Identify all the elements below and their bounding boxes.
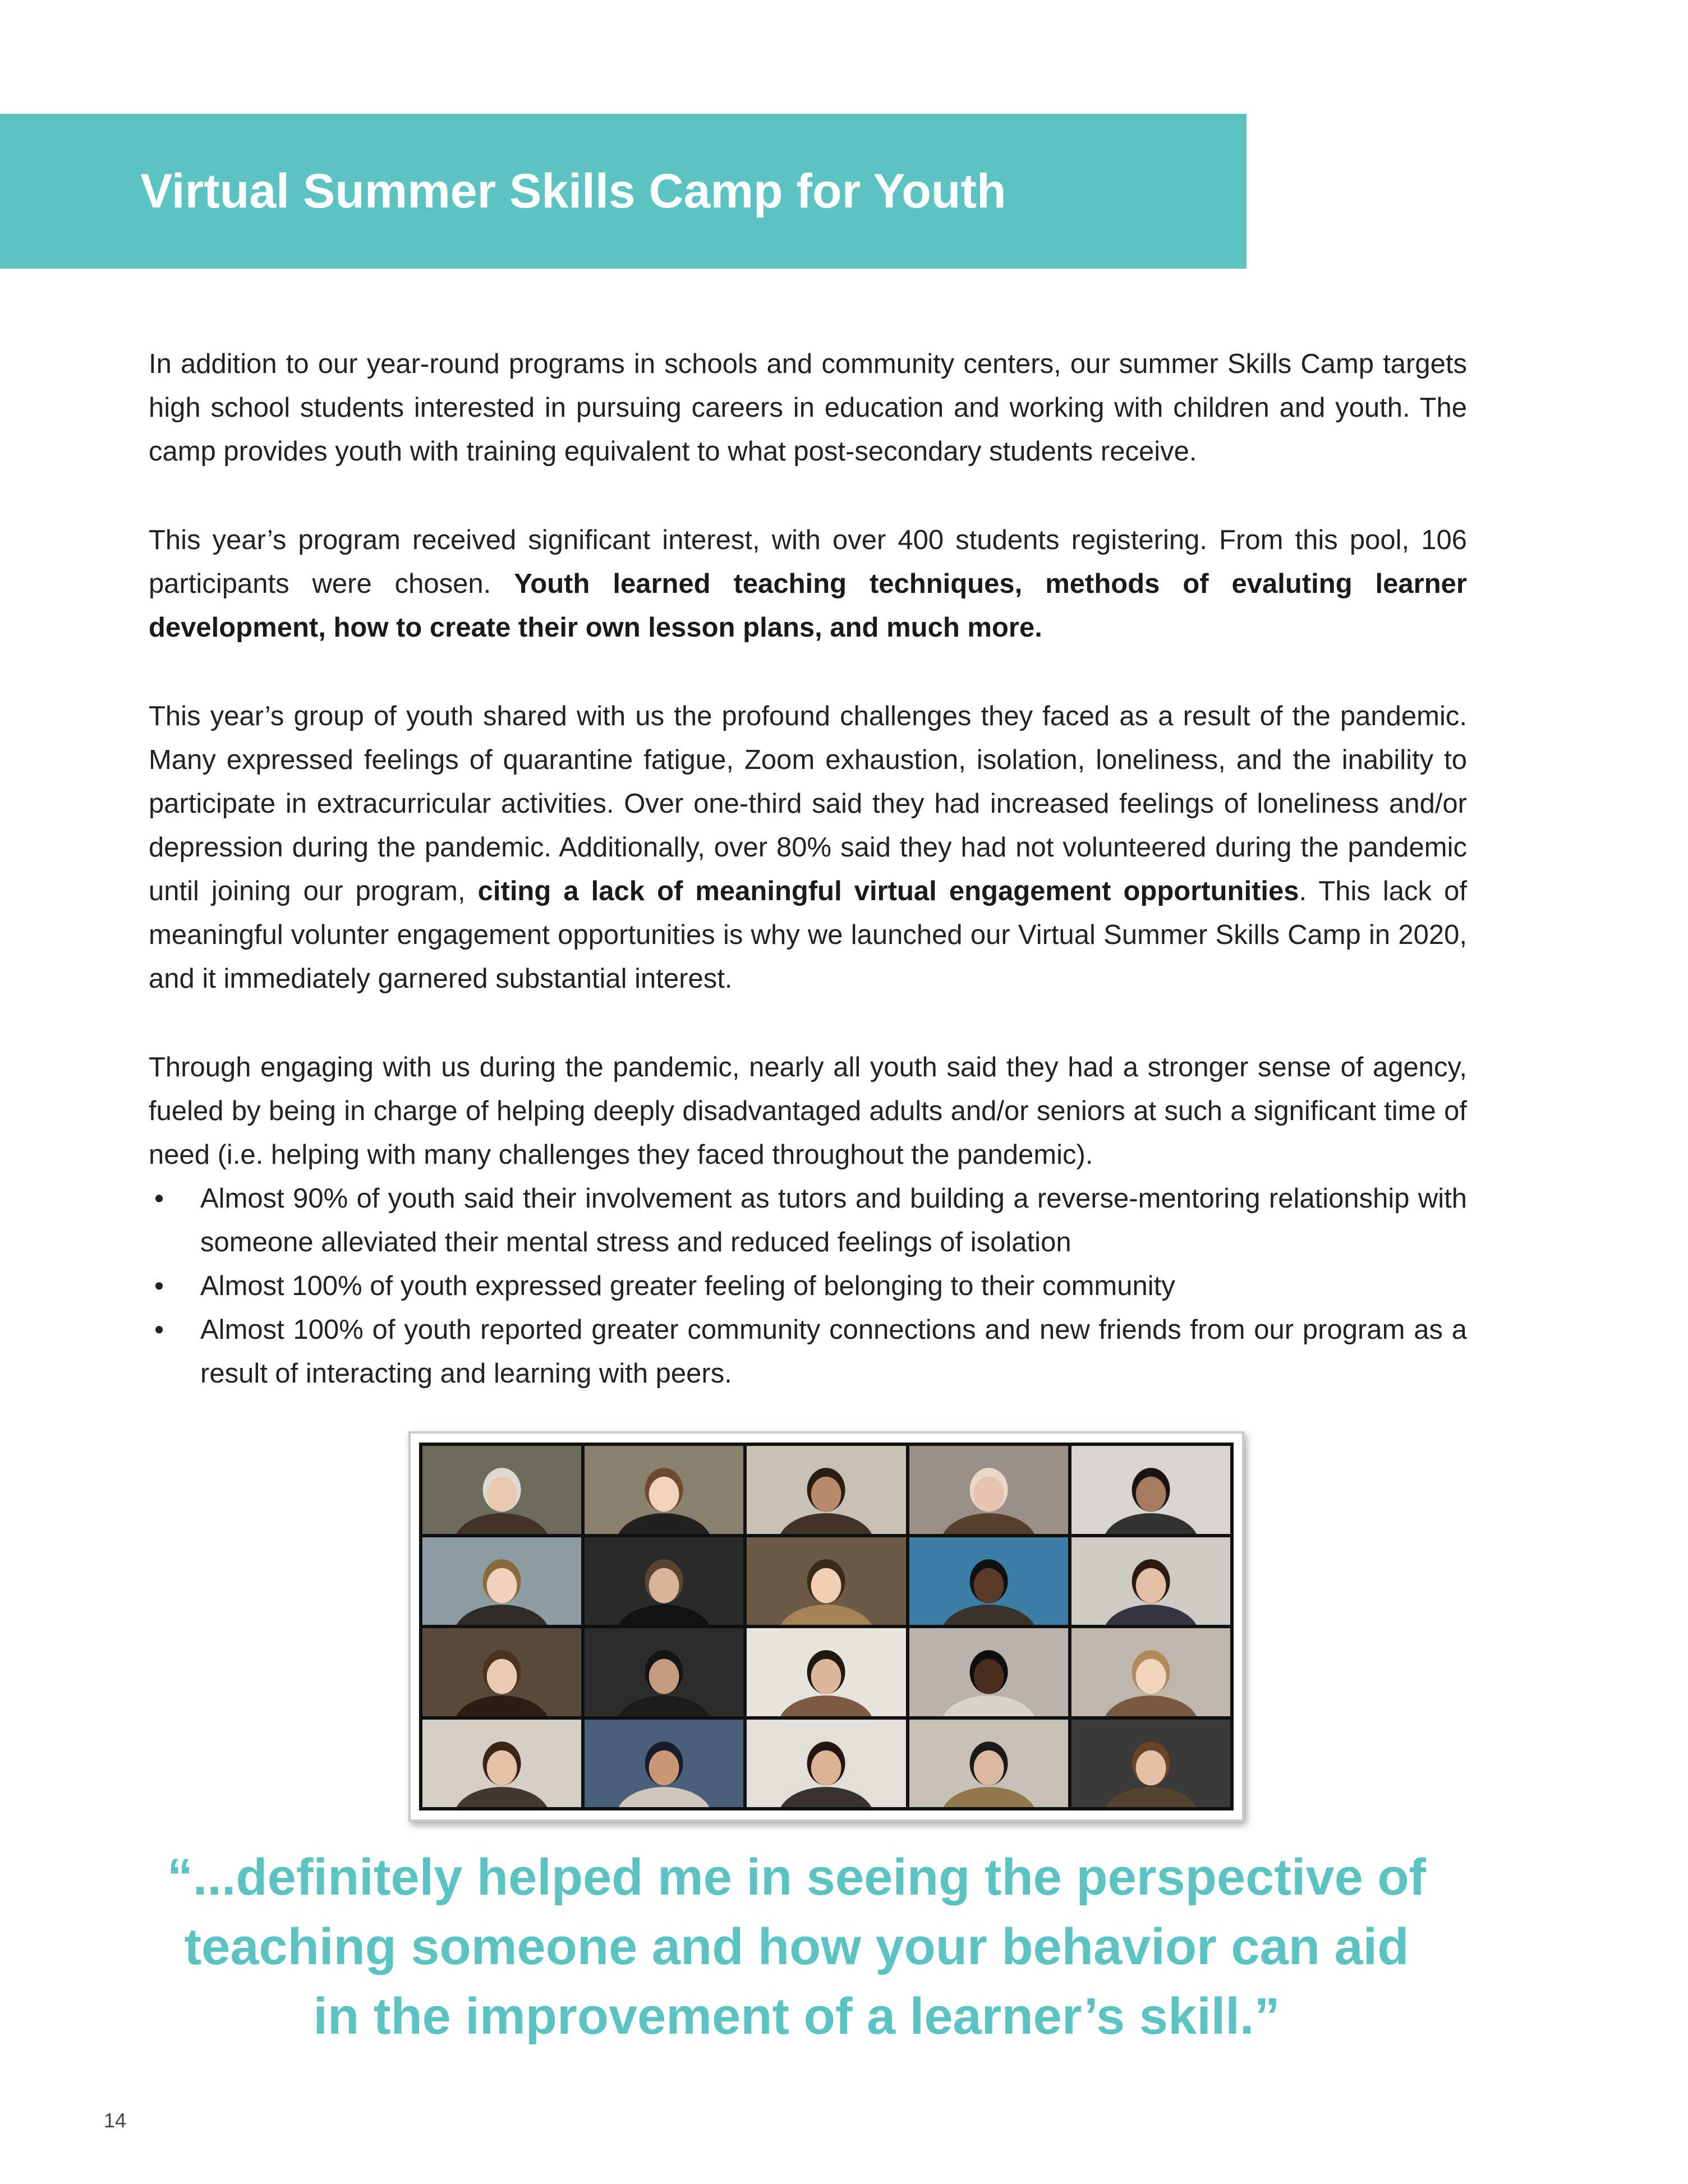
paragraph-agency: Through engaging with us during the pandemic, nearly all youth said they had a stronger sense of agency, fueled by being in charge of helping deeply disadvantaged adults and/or seniors at such a significant time of need (i.e. helping with many challenges they faced throughout the pandemic).: [149, 1052, 1467, 1170]
participant-video-tile: [1071, 1537, 1230, 1625]
participant-portrait-icon: [909, 1446, 1068, 1534]
paragraph-challenges-highlight: citing a lack of meaningful virtual engagement opportunities: [477, 876, 1299, 906]
paragraph-challenges-text-b: . This lack of meaningful volunter engagement opportunities is why we launched our Virtual Summer Skills Camp in 2020, and it immediately garnered substantial interest.: [149, 876, 1467, 994]
participant-portrait-icon: [585, 1720, 743, 1808]
participant-portrait-icon: [1071, 1720, 1230, 1808]
participant-video-tile: [422, 1446, 581, 1534]
participant-video-tile: [747, 1537, 905, 1625]
participant-portrait-icon: [1071, 1537, 1230, 1625]
video-call-grid: [419, 1443, 1234, 1810]
participant-portrait-icon: [909, 1628, 1068, 1716]
participant-portrait-icon: [747, 1628, 905, 1716]
participant-video-tile: [909, 1537, 1068, 1625]
participant-portrait-icon: [422, 1720, 581, 1808]
paragraph-program-text: This year’s program received significant interest, with over 400 students registering. From this pool, 106 participants were chosen.: [149, 525, 1467, 599]
participant-video-tile: [1071, 1628, 1230, 1716]
participant-video-tile: [585, 1720, 743, 1808]
video-call-photo: [408, 1431, 1244, 1822]
page-number: 14: [104, 2109, 127, 2132]
list-item: [149, 1264, 1467, 1308]
testimonial-quote: [112, 1842, 1481, 2051]
participant-video-tile: [422, 1720, 581, 1808]
list-item-text: Almost 100% of youth expressed greater feeling of belonging to their community: [200, 1271, 1175, 1301]
participant-portrait-icon: [585, 1446, 743, 1534]
list-item: [149, 1308, 1467, 1395]
participant-video-tile: [585, 1537, 743, 1625]
participant-portrait-icon: [422, 1537, 581, 1625]
participant-portrait-icon: [747, 1446, 905, 1534]
participant-video-tile: [747, 1446, 905, 1534]
participant-portrait-icon: [1071, 1628, 1230, 1716]
participant-video-tile: [909, 1628, 1068, 1716]
participant-video-tile: [585, 1628, 743, 1716]
participant-portrait-icon: [422, 1628, 581, 1716]
bullet-icon: •: [154, 1315, 164, 1345]
participant-portrait-icon: [909, 1720, 1068, 1808]
participant-video-tile: [1071, 1446, 1230, 1534]
participant-portrait-icon: [585, 1537, 743, 1625]
list-item-text: Almost 90% of youth said their involvement as tutors and building a reverse-mentoring relationship with someone alleviated their mental stress and reduced feelings of isolation: [200, 1183, 1467, 1257]
participant-video-tile: [585, 1446, 743, 1534]
participant-video-tile: [422, 1537, 581, 1625]
paragraph-program: [149, 518, 1467, 649]
bullet-icon: •: [154, 1183, 164, 1214]
participant-portrait-icon: [747, 1720, 905, 1808]
participant-portrait-icon: [585, 1628, 743, 1716]
participant-portrait-icon: [422, 1446, 581, 1534]
bullet-icon: •: [154, 1271, 164, 1301]
participant-video-tile: [1071, 1720, 1230, 1808]
title-banner: [0, 114, 1247, 269]
participant-video-tile: [422, 1628, 581, 1716]
participant-video-tile: [747, 1628, 905, 1716]
list-item-text: Almost 100% of youth reported greater community connections and new friends from our program as a result of interacting and learning with peers.: [200, 1315, 1467, 1389]
participant-video-tile: [909, 1446, 1068, 1534]
participant-portrait-icon: [1071, 1446, 1230, 1534]
paragraph-challenges: [149, 694, 1467, 1001]
quote-line: in the improvement of a learner’s skill.”: [313, 1988, 1280, 2045]
participant-video-tile: [747, 1720, 905, 1808]
paragraph-program-highlight: Youth learned teaching techniques, methods of evaluting learner development, how to create their own lesson plans, and much more.: [149, 569, 1467, 643]
page-title: Virtual Summer Skills Camp for Youth: [140, 164, 1006, 218]
quote-line: “...definitely helped me in seeing the perspective of: [167, 1849, 1427, 1906]
participant-portrait-icon: [747, 1537, 905, 1625]
body-text: [149, 342, 1467, 1395]
paragraph-intro: In addition to our year-round programs in schools and community centers, our summer Skills Camp targets high school students interested in pursuing careers in education and working with children and youth. The camp provides youth with training equivalent to what post-secondary students receive.: [149, 349, 1467, 467]
paragraph-challenges-text-a: This year’s group of youth shared with us the profound challenges they faced as a result of the pandemic. Many expressed feelings of quarantine fatigue, Zoom exhaustion, isolation, loneliness, and the inability to participate in extracurricular activities. Over one-third said they had increased feelings of loneliness and/or depression during the pandemic. Additionally, over 80% said they had not volunteered during the pandemic until joining our program,: [149, 701, 1467, 906]
quote-line: teaching someone and how your behavior can aid: [184, 1918, 1409, 1975]
participant-video-tile: [909, 1720, 1068, 1808]
list-item: [149, 1177, 1467, 1264]
bullet-list: [149, 1177, 1467, 1395]
participant-portrait-icon: [909, 1537, 1068, 1625]
